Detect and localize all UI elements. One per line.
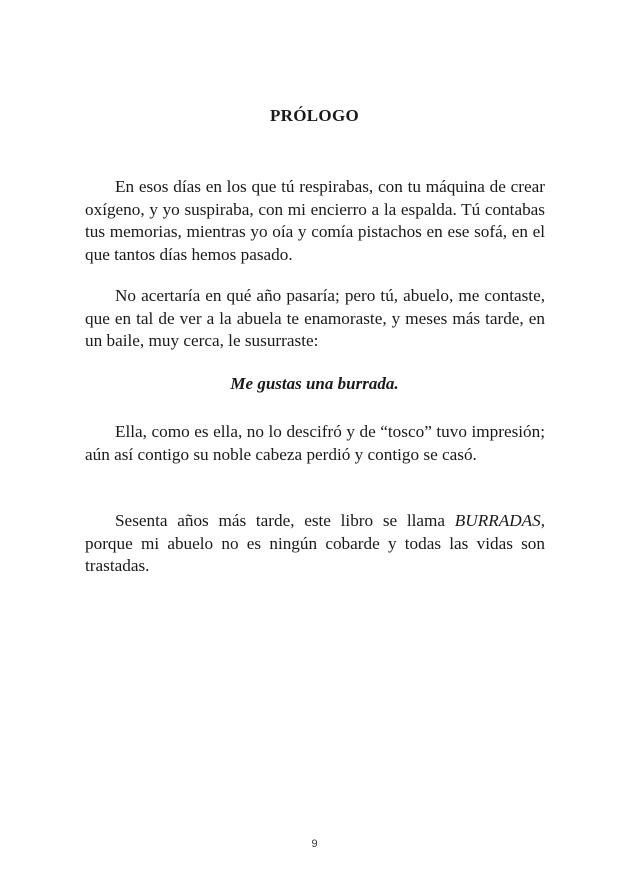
paragraph-2: No acertaría en qué año pasaría; pero tú, abuelo, me contaste, que en tal de ver a la abuela te enamoraste, y meses más tarde, en un baile, muy cerca, le susurraste:	[85, 286, 545, 350]
paragraph-4-text-start: Sesenta años más tarde, este libro se llama	[115, 511, 455, 530]
highlighted-quote: Me gustas una burrada.	[230, 374, 399, 393]
page-number: 9	[311, 838, 318, 850]
book-title-italic: BURRADAS	[454, 511, 541, 530]
paragraph-3: Ella, como es ella, no lo descifró y de “tosco” tuvo impresión; aún así contigo su noble cabeza perdió y contigo se casó.	[85, 422, 545, 464]
paragraph-4	[85, 510, 545, 578]
chapter-title: PRÓLOGO	[270, 106, 359, 125]
paragraph-4-text-end: , porque mi abuelo no es ningún cobarde y todas las vidas son trastadas.	[85, 511, 545, 575]
paragraph-1: En esos días en los que tú respirabas, con tu máquina de crear oxígeno, y yo suspiraba, con mi encierro a la espalda. Tú contabas tus memorias, mientras yo oía y comía pistachos en ese sofá, en el que tantos días hemos pasado.	[85, 177, 545, 264]
